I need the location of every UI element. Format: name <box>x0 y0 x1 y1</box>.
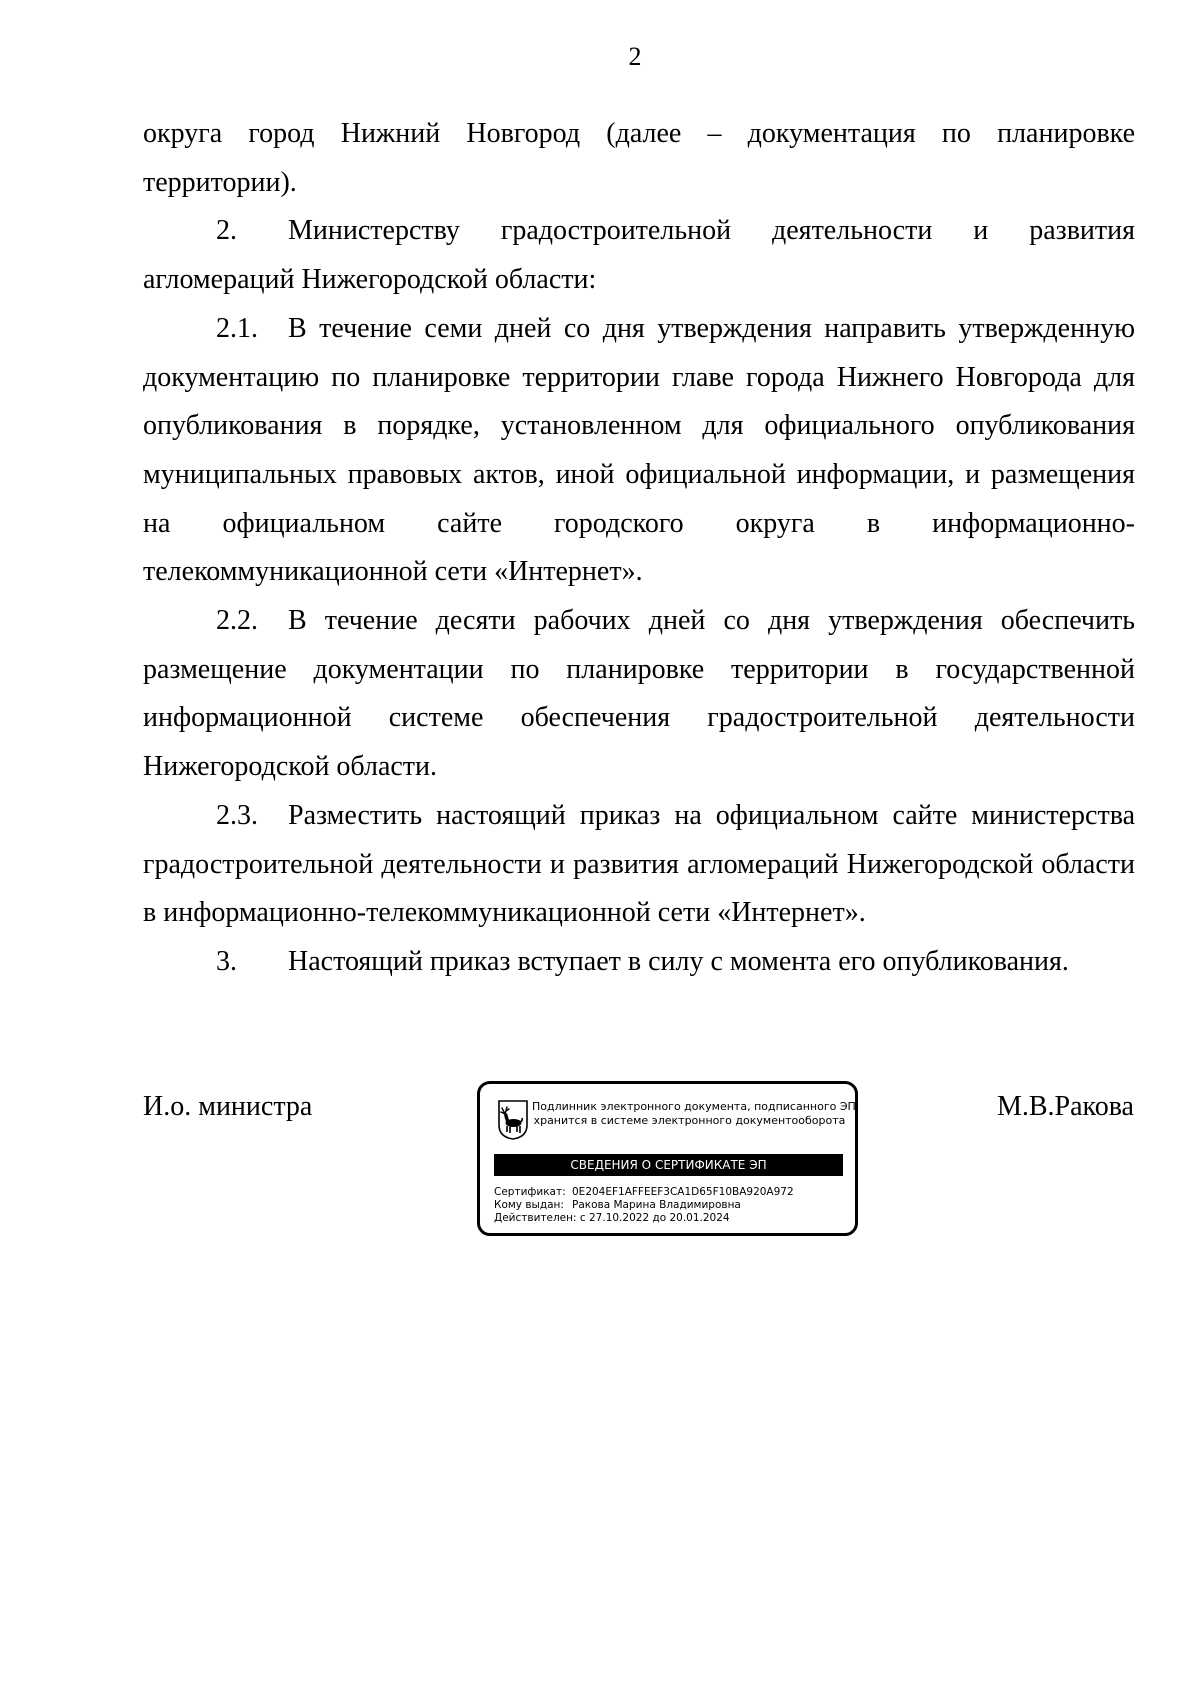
paragraph-number: 2.1. <box>216 312 258 344</box>
paragraph-continuation <box>143 110 1135 207</box>
paragraph-number: 2.2. <box>216 605 258 637</box>
paragraph-number: 2. <box>216 215 237 247</box>
validity-row <box>494 1212 794 1225</box>
issued-to-value: Ракова Марина Владимировна <box>572 1199 741 1211</box>
paragraph-text: округа город Нижний Новгород (далее – документация по планировке территории). <box>143 118 1135 198</box>
paragraph-text: Настоящий приказ вступает в силу с момента его опубликования. <box>288 945 1069 977</box>
paragraph-2-2 <box>143 597 1135 792</box>
stamp-header-line: Подлинник электронного документа, подписанного ЭП, <box>532 1100 860 1113</box>
paragraph-2 <box>143 207 1135 304</box>
paragraph-number: 3. <box>216 945 237 977</box>
certificate-value: 0E204EF1AFFEEF3CA1D65F10BA920A972 <box>572 1186 794 1198</box>
stamp-header-line: хранится в системе электронного документооборота <box>533 1114 846 1127</box>
document-body <box>143 110 1135 987</box>
signatory-name: М.В.Ракова <box>996 1091 1134 1122</box>
page-number: 2 <box>628 42 642 71</box>
paragraph-3 <box>143 938 1135 987</box>
stamp-header <box>532 1100 860 1128</box>
paragraph-text: В течение семи дней со дня утверждения направить утвержденную документацию по планировке территории главе города Нижнего Новгорода для опубликования в порядке, установленном для официального опубликования муниципальных правовых актов, иной официальной информации, и размещения на официальном сайте городского округа в информационно-телекоммуникационной сети «Интернет». <box>143 312 1135 588</box>
stamp-title-bar: СВЕДЕНИЯ О СЕРТИФИКАТЕ ЭП <box>494 1154 843 1176</box>
issued-to-label: Кому выдан: <box>494 1199 564 1211</box>
nizhny-novgorod-deer-emblem-icon <box>498 1100 528 1140</box>
paragraph-text: Министерству градостроительной деятельности и развития агломераций Нижегородской области: <box>143 215 1135 296</box>
issued-to-row <box>494 1199 794 1212</box>
certificate-row <box>494 1186 794 1199</box>
electronic-signature-stamp <box>477 1081 858 1236</box>
paragraph-2-1 <box>143 305 1135 597</box>
signatory-position: И.о. министра <box>143 1091 313 1122</box>
paragraph-text: В течение десяти рабочих дней со дня утверждения обеспечить размещение документации по планировке территории в государственной информационной системе обеспечения градостроительной деятельности Нижегородской области. <box>143 605 1135 783</box>
paragraph-number: 2.3. <box>216 799 258 831</box>
stamp-certificate-details <box>494 1186 794 1225</box>
paragraph-text: Разместить настоящий приказ на официальном сайте министерства градостроительной деятельности и развития агломераций Нижегородской области в информационно-телекоммуникационной сети «Интернет». <box>143 799 1135 929</box>
certificate-label: Сертификат: <box>494 1186 566 1198</box>
validity-value: с 27.10.2022 до 20.01.2024 <box>579 1212 730 1224</box>
paragraph-2-3 <box>143 792 1135 938</box>
validity-label: Действителен: <box>494 1212 577 1224</box>
